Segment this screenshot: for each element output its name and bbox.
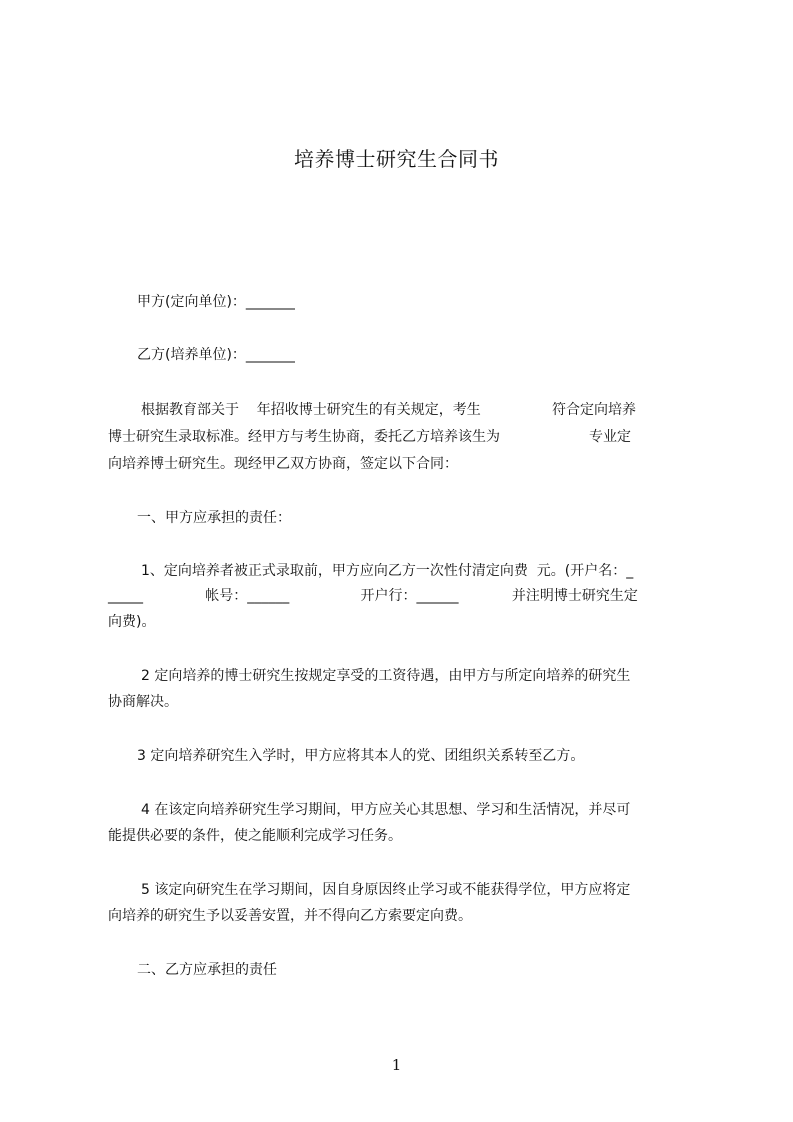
section-1-heading: 一、甲方应承担的责任： [137,510,291,526]
clause-1-line-3: 向费)。 [108,614,156,630]
intro-line-2: 博士研究生录取标准。经甲方与考生协商，委托乙方培养该生为 专业定 [108,429,632,445]
page-number: 1 [391,1056,402,1074]
clause-2-line-1: 2 定向培养的博士研究生按规定享受的工资待遇，由甲方与所定向培养的研究生 [141,668,631,684]
party-b-line: 乙方(培养单位)：_______ [137,347,295,363]
clause-3-line-1: 3 定向培养研究生入学时，甲方应将其本人的党、团组织关系转至乙方。 [137,748,585,764]
clause-1-line-1: 1、定向培养者被正式录取前，甲方应向乙方一次性付清定向费 元。(开户名：_ [141,563,634,579]
clause-5-line-1: 5 该定向研究生在学习期间，因自身原因终止学习或不能获得学位，甲方应将定 [141,882,631,898]
intro-line-1: 根据教育部关于 年招收博士研究生的有关规定，考生 符合定向培养 [141,402,637,418]
clause-5-line-2: 向培养的研究生予以妥善安置，并不得向乙方索要定向费。 [108,908,472,924]
clause-4-line-1: 4 在该定向培养研究生学习期间，甲方应关心其思想、学习和生活情况，并尽可 [141,802,631,818]
section-2-heading: 二、乙方应承担的责任 [137,962,277,978]
document-title: 培养博士研究生合同书 [294,147,499,171]
clause-2-line-2: 协商解决。 [108,694,178,710]
party-a-line: 甲方(定向单位)：_______ [137,294,295,310]
clause-4-line-2: 能提供必要的条件，使之能顺利完成学习任务。 [108,828,402,844]
intro-line-3: 向培养博士研究生。现经甲乙双方协商，签定以下合同： [108,456,458,472]
clause-1-line-2: _____ 帐号：______ 开户行：______ 并注明博士研究生定 [108,588,638,604]
